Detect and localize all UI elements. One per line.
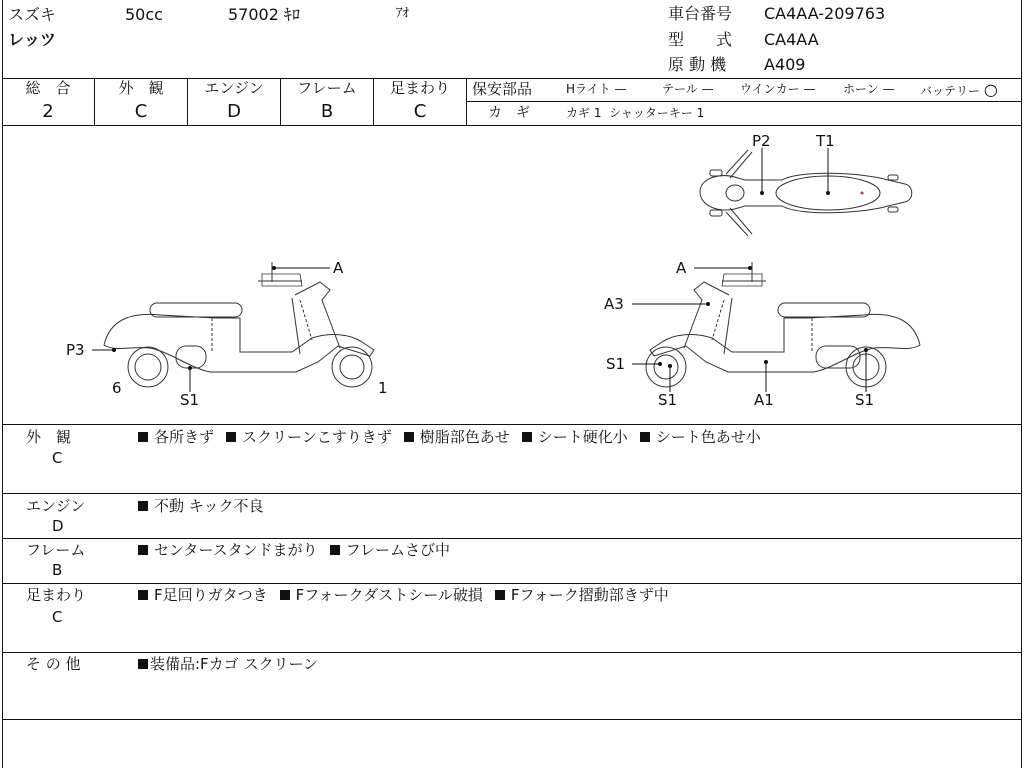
safety-label: 保安部品: [472, 80, 533, 98]
chassis-value: CA4AA-209763: [764, 4, 886, 23]
displacement: 50cc: [125, 5, 163, 24]
grade-label-engine: エンジン: [204, 79, 264, 97]
notes-rule-2: [2, 538, 1022, 539]
safety-headlight: Hライト —: [566, 82, 627, 96]
notes-rule-5: [2, 719, 1022, 720]
grade-label-overall: 総 合: [25, 79, 71, 97]
mileage: 57002 ｷﾛ: [228, 5, 300, 24]
label-left-a: A: [333, 259, 344, 277]
label-left-6: 6: [112, 379, 122, 397]
note-items-frame: センタースタンドまがり フレームさび中: [138, 543, 462, 558]
label-right-s1-front: S1: [606, 355, 626, 373]
scooter-right-view: [646, 262, 920, 387]
maker: スズキ: [8, 5, 57, 24]
note-grade-frame: B: [52, 561, 63, 579]
notes-rule-1: [2, 493, 1022, 494]
label-a3: A3: [604, 295, 624, 313]
note-category-exterior: 外 観: [26, 428, 72, 446]
color: ｱｵ: [396, 6, 409, 21]
label-left-s1: S1: [180, 391, 200, 409]
grade-label-exterior: 外 観: [118, 79, 164, 97]
safety-tail: テール —: [662, 82, 714, 96]
type-value: CA4AA: [764, 30, 819, 49]
grade-value-exterior: C: [134, 101, 148, 122]
grade-divider-5: [466, 78, 467, 125]
key-value: カギ 1 シャッターキー 1: [566, 106, 705, 120]
grade-label-suspension: 足まわり: [389, 79, 450, 97]
scooter-top-view: [700, 150, 912, 236]
note-items-exterior: 各所きず スクリーンこすりきず 樹脂部色あせ シート硬化小 シート色あせ小: [138, 430, 773, 445]
label-right-s1-rear: S1: [855, 391, 875, 409]
chassis-label: 車台番号: [668, 4, 733, 23]
note-category-frame: フレーム: [26, 541, 86, 559]
note-category-other: そ の 他: [26, 655, 81, 673]
safety-battery: バッテリー ○: [920, 80, 998, 99]
label-p2: P2: [752, 132, 771, 150]
label-right-s1-wheel: S1: [658, 391, 678, 409]
note-grade-suspension: C: [52, 608, 63, 626]
note-items-other: 装備品:Fカゴ スクリーン: [138, 657, 330, 672]
engine-label: 原 動 機: [668, 55, 727, 74]
grade-value-suspension: C: [413, 101, 427, 122]
note-category-engine: エンジン: [26, 497, 86, 515]
safety-rule: [467, 101, 1022, 102]
scooter-diagram: [0, 126, 1024, 424]
notes-rule-3: [2, 583, 1022, 584]
label-right-a: A: [676, 259, 687, 277]
notes-rule-4: [2, 652, 1022, 653]
type-label: 型 式: [668, 30, 733, 49]
label-p3: P3: [66, 341, 85, 359]
grade-value-engine: D: [227, 101, 241, 122]
safety-winker: ウインカー —: [740, 82, 816, 96]
notes-top-rule: [2, 424, 1022, 425]
note-grade-engine: D: [52, 517, 64, 535]
engine-value: A409: [764, 55, 806, 74]
model-name: レッツ: [8, 30, 56, 49]
grade-label-frame: フレーム: [297, 79, 357, 97]
note-category-suspension: 足まわり: [26, 586, 87, 604]
label-t1: T1: [816, 132, 835, 150]
note-grade-exterior: C: [52, 449, 63, 467]
note-items-engine: 不動 キック不良: [138, 499, 275, 514]
scooter-left-view: [104, 262, 374, 387]
safety-horn: ホーン —: [843, 82, 895, 96]
label-a1: A1: [754, 391, 774, 409]
key-label: カ ギ: [488, 105, 530, 121]
grade-value-overall: 2: [42, 101, 54, 122]
label-left-1: 1: [378, 379, 388, 397]
grade-value-frame: B: [320, 101, 334, 122]
note-items-suspension: F足回りガタつき Fフォークダストシール破損 Fフォーク摺動部きず中: [138, 588, 681, 603]
